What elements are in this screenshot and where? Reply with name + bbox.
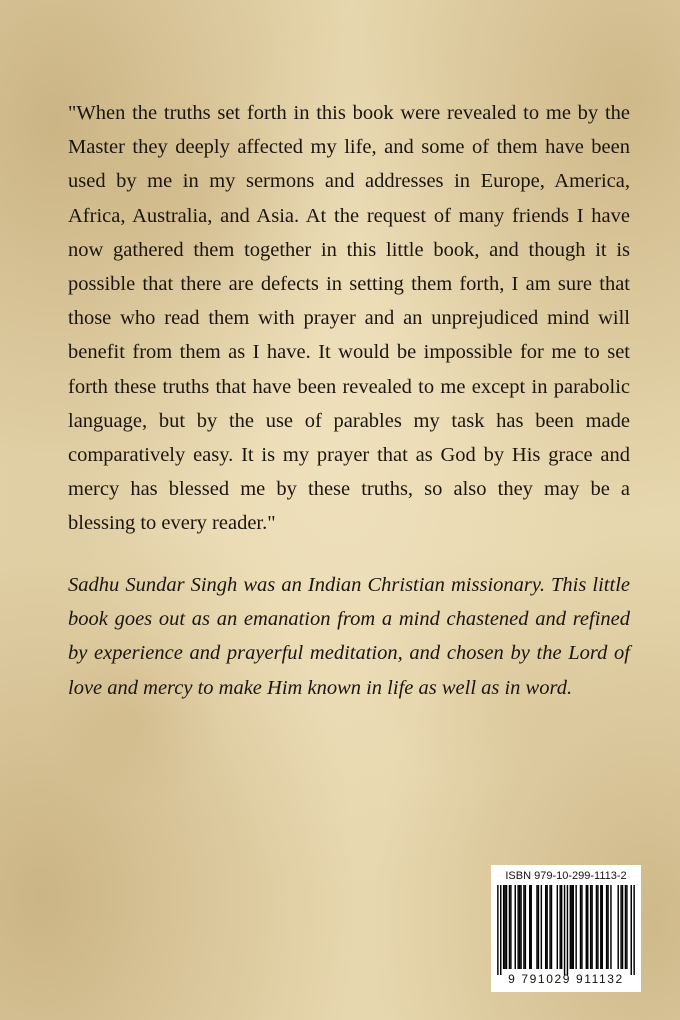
barcode-bar: [517, 885, 518, 969]
barcode-bar: [510, 885, 511, 969]
barcode-bar: [580, 885, 581, 969]
barcode-bar: [520, 885, 521, 969]
barcode-bar: [570, 885, 571, 969]
barcode-bar: [530, 885, 531, 969]
barcode-bar: [545, 885, 546, 969]
barcode-bar: [564, 885, 565, 975]
barcode-bar: [567, 885, 568, 975]
barcode-bar: [515, 885, 516, 969]
barcode-digits: 9 791029 911132: [508, 972, 624, 986]
barcode-bar: [509, 885, 510, 969]
barcode-bar: [573, 885, 574, 969]
barcode-bar: [503, 885, 504, 969]
barcode-bar: [602, 885, 603, 969]
barcode-bar: [519, 885, 520, 969]
barcode-bar: [610, 885, 611, 969]
barcode-bar: [549, 885, 550, 969]
barcode-bar: [620, 885, 621, 969]
barcode-bar: [506, 885, 507, 969]
barcode-bar: [622, 885, 623, 969]
barcode-bar: [557, 885, 558, 969]
barcode-bar: [625, 885, 626, 969]
barcode-bar: [590, 885, 591, 969]
barcode-bar: [536, 885, 537, 969]
barcode-bar: [617, 885, 618, 969]
barcode-bar: [581, 885, 582, 969]
barcode-bar: [525, 885, 526, 969]
barcode-bar: [500, 885, 501, 975]
barcode-bar: [504, 885, 505, 969]
barcode-bar: [607, 885, 608, 969]
barcode-bar: [631, 885, 632, 975]
barcode-bar: [587, 885, 588, 969]
barcode-bar: [538, 885, 539, 969]
barcode-bar: [551, 885, 552, 969]
barcode-bar: [597, 885, 598, 969]
barcode-bar: [561, 885, 562, 969]
barcode-bar: [571, 885, 572, 969]
barcode-bar: [497, 885, 498, 975]
barcode-bar: [591, 885, 592, 969]
barcode-bar: [541, 885, 542, 969]
barcode-bar: [523, 885, 524, 969]
isbn-barcode-block: [491, 865, 641, 992]
barcode-bar: [596, 885, 597, 969]
barcode-bar: [546, 885, 547, 969]
barcode-bar: [600, 885, 601, 969]
author-note: Sadhu Sundar Singh was an Indian Christian missionary. This little book goes out as an emanation from a mind chastened and refined by experience and prayerful meditation, and chosen by the Lord of love and mercy to make Him known in life as well as in word.: [68, 574, 630, 699]
barcode-bar: [575, 885, 576, 969]
barcode-bar: [633, 885, 634, 975]
barcode-bar: [559, 885, 560, 969]
barcode-bar: [586, 885, 587, 969]
barcode-bar: [626, 885, 627, 969]
book-quote: "When the truths set forth in this book were revealed to me by the Master they deeply affected my life, and some of them have been used by me in my sermons and addresses in Europe, America, Africa, Australia, and Asia. At the request of many friends I have now gathered them together in this little book, and though it is possible that there are defects in setting them forth, I am sure that those who read them with prayer and an unprejudiced mind will benefit from them as I have. It would be impossible for me to set forth these truths that have been revealed to me except in parabolic language, but by the use of parables my task has been made comparatively easy. It is my prayer that as God by His grace and mercy has blessed me by these truths, so also they may be a blessing to every reader.": [68, 102, 630, 535]
barcode-bar: [529, 885, 530, 969]
isbn-label: ISBN 979-10-299-1113-2: [505, 870, 627, 882]
barcode-bar: [606, 885, 607, 969]
